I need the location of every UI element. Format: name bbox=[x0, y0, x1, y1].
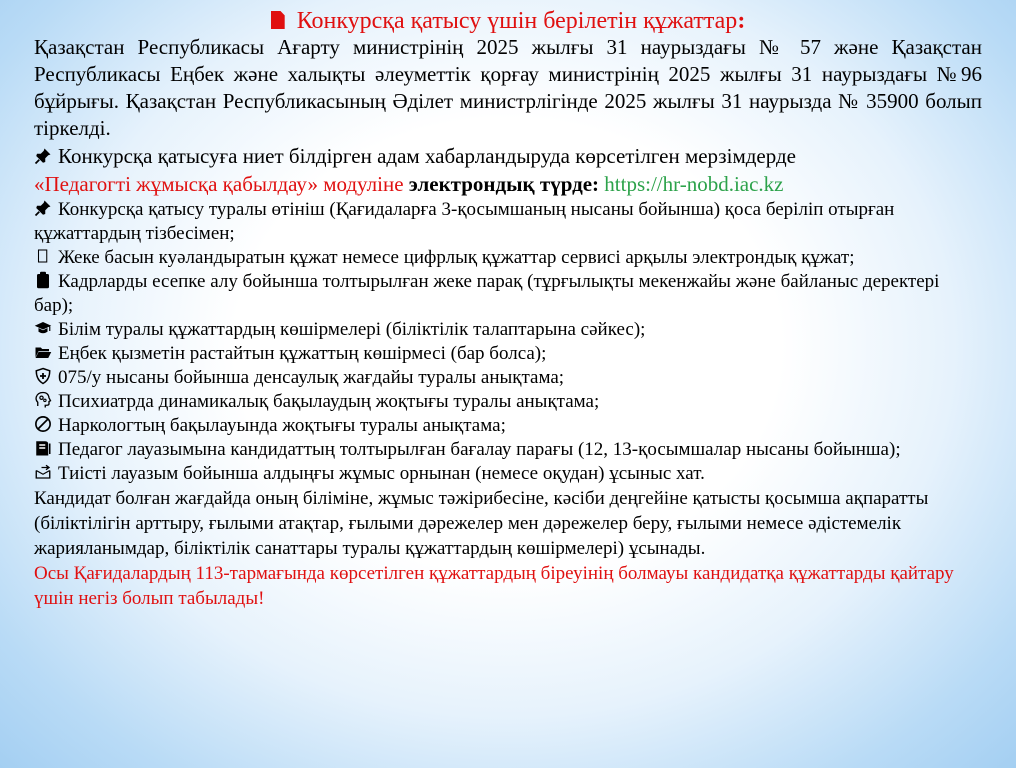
warning-text: Осы Қағидалардың 113-тармағында көрсетілген құжаттардың біреуінің болмауы кандидатқа құжаттарды қайтару үшін негіз болып табылады! bbox=[34, 563, 954, 609]
ban-icon bbox=[34, 415, 52, 433]
clipboard-icon bbox=[34, 271, 52, 289]
envelope-arrow-icon bbox=[34, 463, 52, 481]
list-item: Педагог лауазымына кандидаттың толтырылған бағалау парағы (12, 13-қосымшалар нысаны бойынша); bbox=[34, 438, 982, 462]
pin-icon bbox=[34, 147, 52, 165]
pin-icon bbox=[34, 199, 52, 217]
list-item: Наркологтың бақылауында жоқтығы туралы анықтама; bbox=[34, 414, 982, 438]
submission-text: Конкурсқа қатысуға ниет білдірген адам хабарландыруда көрсетілген мерзімдерде bbox=[58, 144, 796, 168]
list-item: Конкурсқа қатысу туралы өтініш (Қағидаларға 3-қосымшаның нысаны бойынша) қоса беріліп отырған құжаттардың тізбесімен; bbox=[34, 199, 895, 244]
placeholder-box-icon bbox=[34, 247, 52, 265]
list-item: Еңбек қызметін растайтын құжаттың көшірмесі (бар болса); bbox=[34, 342, 982, 366]
list-item: Жеке басын куәландыратын құжат немесе цифрлық құжаттар сервисі арқылы электрондық құжат; bbox=[34, 246, 982, 270]
head-gears-icon bbox=[34, 391, 52, 409]
submission-paragraph bbox=[34, 142, 982, 198]
list-item: Кадрларды есепке алу бойынша толтырылған жеке парақ (тұрғылықты мекенжайы және байланыс деректері бар); bbox=[34, 271, 940, 316]
list-item: Білім туралы құжаттардың көшірмелері (біліктілік талаптарына сәйкес); bbox=[34, 318, 982, 342]
title-colon: : bbox=[737, 8, 746, 34]
documents-list bbox=[34, 198, 982, 486]
book-icon bbox=[34, 439, 52, 457]
graduation-cap-icon bbox=[34, 319, 52, 337]
intro-paragraph: Қазақстан Республикасы Ағарту министрінің 2025 жылғы 31 наурыздағы № 57 және Қазақстан Республикасы Еңбек және халықты әлеуметтік қорғау министрінің 2025 жылғы 31 наурыздағы №96 бұйрығы. Қазақстан Республикасының Әділет министрлігінде 2025 жылғы 31 наурызда № 35900 болып тіркелді. bbox=[34, 35, 982, 140]
folder-open-icon bbox=[34, 343, 52, 361]
title-text: Конкурсқа қатысу үшін берілетін құжаттар bbox=[296, 8, 738, 34]
page-title bbox=[34, 0, 982, 34]
list-item: 075/у нысаны бойынша денсаулық жағдайы туралы анықтама; bbox=[34, 366, 982, 390]
list-item: Психиатрда динамикалық бақылаудың жоқтығы туралы анықтама; bbox=[34, 390, 982, 414]
electronic-label: электрондық түрде: bbox=[408, 172, 600, 196]
candidate-note: Кандидат болған жағдайда оның біліміне, жұмыс тәжірибесіне, кәсіби деңгейіне қатысты қосымша ақпаратты (біліктілігін арттыру, ғылыми атақтар, ғылыми дәрежелер мен дәрежелер беру, ғылыми немесе әдістемелік жарияланымдар, біліктілік санаттары туралы құжаттардың көшірмелері) ұсынады. bbox=[34, 488, 929, 559]
portal-link[interactable]: https://hr-nobd.iac.kz bbox=[604, 172, 784, 196]
module-name: «Педагогті жұмысқа қабылдау» модуліне bbox=[34, 172, 404, 196]
list-item: Тиісті лауазым бойынша алдыңғы жұмыс орнынан (немесе оқудан) ұсыныс хат. bbox=[34, 462, 982, 486]
document-icon bbox=[271, 11, 285, 29]
shield-plus-icon bbox=[34, 367, 52, 385]
